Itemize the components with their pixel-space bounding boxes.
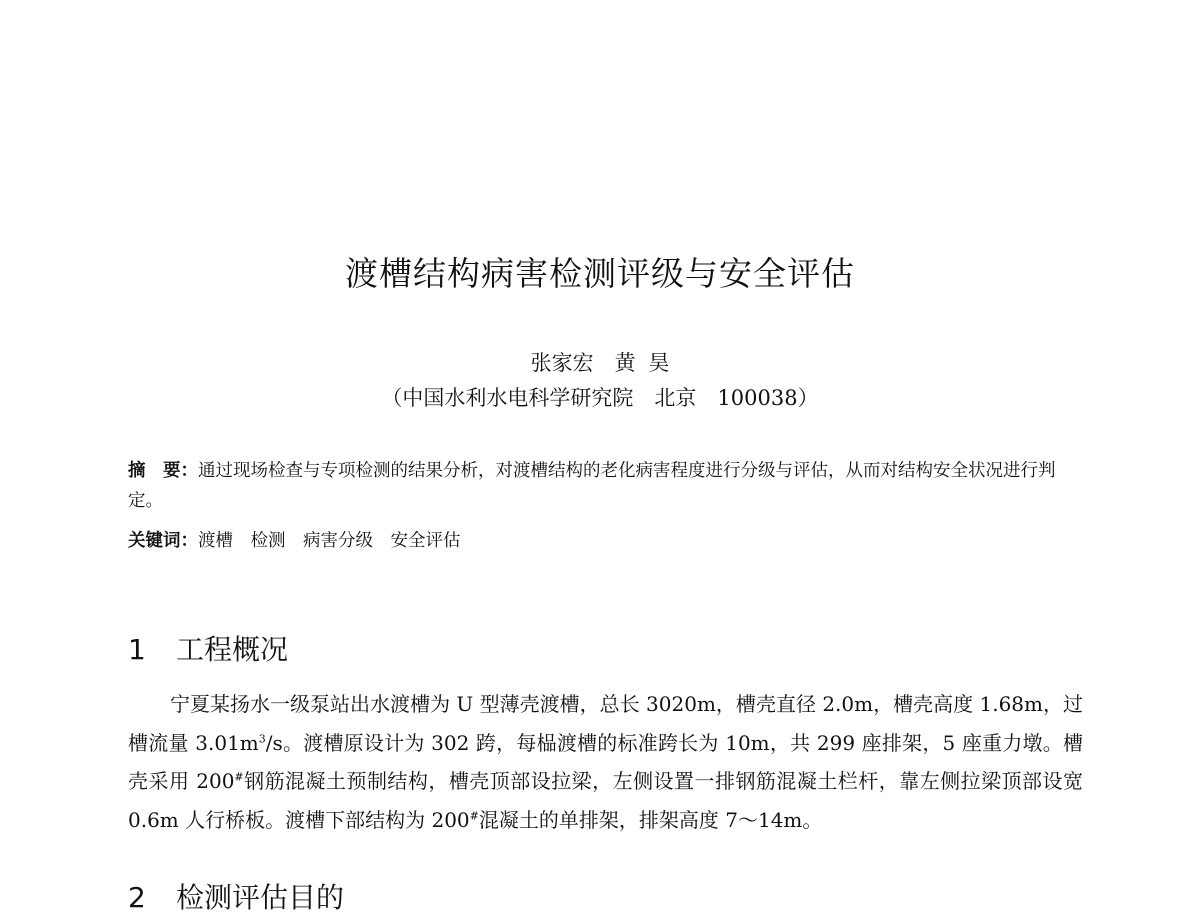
section-1-body-sup2: # — [234, 770, 244, 784]
keywords-line — [128, 526, 1083, 556]
paper-affiliation: （中国水利水电科学研究院 北京 100038） — [381, 386, 819, 410]
section-1-body-sup3: # — [469, 809, 479, 823]
keywords-label: 关键词： — [128, 531, 198, 551]
keywords-text: 渡槽 检测 病害分级 安全评估 — [198, 531, 461, 551]
abstract-text: 通过现场检查与专项检测的结果分析，对渡槽结构的老化病害程度进行分级与评估，从而对结构安全状况进行判定。 — [128, 461, 1056, 511]
section-1-body-sup1: 3 — [258, 731, 266, 745]
abstract-paragraph — [128, 456, 1083, 516]
section-1-title: 工程概况 — [176, 633, 289, 666]
section-1-number: 1 — [128, 633, 146, 666]
section-2-heading — [128, 876, 344, 916]
section-1-body-part3: 钢筋混凝土预制结构，槽壳顶部设拉梁，左侧设置一排钢筋混凝土栏杆，靠左侧拉梁顶部设宽 0.6m 人行桥板。渡槽下部结构为 200 — [128, 769, 1084, 832]
section-1-body-part4: 混凝土的单排架，排架高度 7～14m。 — [478, 807, 823, 832]
section-1-heading — [128, 628, 288, 668]
section-1-body — [128, 685, 1083, 839]
paper-title: 渡槽结构病害检测评级与安全评估 — [345, 254, 855, 293]
section-1-body-part2: /s。渡槽原设计为 302 跨，每榀渡槽的标准跨长为 10m，共 299 座排架，5 座重力墩。槽壳采用 200 — [128, 730, 1083, 794]
abstract-label: 摘 要： — [128, 461, 198, 481]
paper-authors: 张家宏 黄 昊 — [530, 351, 670, 375]
section-2-number: 2 — [128, 881, 146, 914]
section-1-body-part1: 宁夏某扬水一级泵站出水渡槽为 U 型薄壳渡槽，总长 3020m，槽壳直径 2.0m，槽壳高度 1.68m，过槽流量 3.01m — [128, 692, 1083, 755]
section-2-title: 检测评估目的 — [176, 881, 345, 914]
